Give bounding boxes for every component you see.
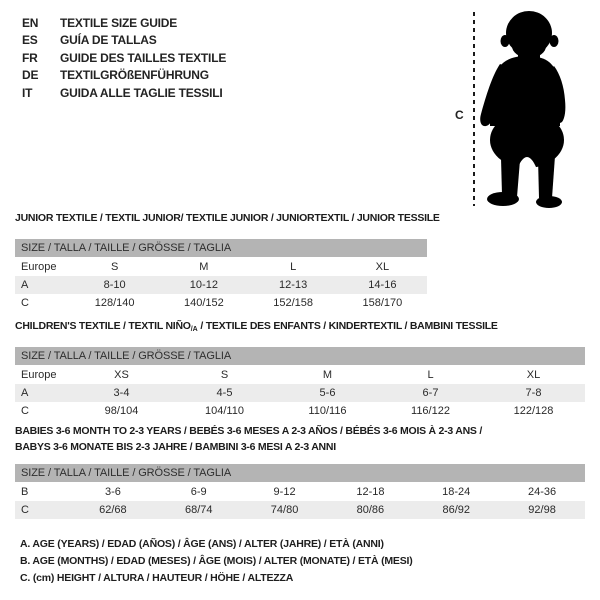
language-code: DE xyxy=(22,68,39,83)
language-code: EN xyxy=(22,16,39,30)
size-cell: 122/128 xyxy=(513,405,554,417)
row-label: A xyxy=(21,387,29,399)
table-row xyxy=(15,483,585,501)
guide-title-text: TEXTILE SIZE GUIDE xyxy=(60,16,178,30)
size-cell: 12-13 xyxy=(279,279,308,291)
size-cell: 98/104 xyxy=(104,405,139,417)
language-row xyxy=(22,85,226,102)
children-title-subscript: /A xyxy=(190,326,198,333)
table-row xyxy=(15,501,585,519)
size-cell: 3-6 xyxy=(104,486,121,498)
measurement-footnotes xyxy=(20,536,413,588)
babies-table-title xyxy=(15,423,585,455)
size-cell: XS xyxy=(114,369,129,381)
height-measure-label: C xyxy=(455,108,464,122)
size-cell: 12-18 xyxy=(356,486,385,498)
row-label: C xyxy=(21,297,29,309)
size-cell: 5-6 xyxy=(319,387,336,399)
children-title-pre: CHILDREN'S TEXTILE / TEXTIL NIÑO xyxy=(15,320,191,332)
size-cell: 92/98 xyxy=(528,504,556,516)
size-cell: 116/122 xyxy=(411,405,450,417)
language-title-list xyxy=(22,15,226,102)
size-cell: S xyxy=(220,369,229,381)
babies-title-line1: BABIES 3-6 MONTH TO 2-3 YEARS / BEBÉS 3-6 MESES A 2-3 AÑOS / BÉBÉS 3-6 MOIS À 2-3 ANS / xyxy=(15,425,483,437)
size-cell: S xyxy=(110,261,119,273)
size-cell: 158/170 xyxy=(362,297,403,309)
size-cell: 6-7 xyxy=(422,387,439,399)
row-label: Europe xyxy=(21,369,57,381)
size-header-bar: SIZE / TALLA / TAILLE / GRÖSSE / TAGLIA xyxy=(15,239,427,257)
size-header-bar: SIZE / TALLA / TAILLE / GRÖSSE / TAGLIA xyxy=(15,464,585,482)
children-size-table xyxy=(15,347,585,420)
size-cell: 6-9 xyxy=(190,486,207,498)
row-label: A xyxy=(21,279,29,291)
language-code: IT xyxy=(22,85,33,100)
size-cell: M xyxy=(322,369,333,381)
row-label: B xyxy=(21,486,29,498)
size-cell: XL xyxy=(375,261,390,273)
size-cell: 3-4 xyxy=(113,387,130,399)
footnote-age-months: B. AGE (MONTHS) / EDAD (MESES) / ÂGE (MOIS) / ALTER (MONATE) / ETÀ (MESI) xyxy=(20,555,413,568)
size-cell: 14-16 xyxy=(368,279,397,291)
junior-size-table xyxy=(15,239,427,312)
size-cell: L xyxy=(290,261,297,273)
size-cell: L xyxy=(427,369,434,381)
size-cell: 24-36 xyxy=(527,486,557,498)
size-cell: 7-8 xyxy=(525,387,542,399)
language-row xyxy=(22,67,226,84)
size-cell: 128/140 xyxy=(94,297,135,309)
guide-title-text: GUIDA ALLE TAGLIE TESSILI xyxy=(60,85,223,100)
size-cell: 140/152 xyxy=(183,297,224,309)
guide-title-text: TEXTILGRÖßENFÜHRUNG xyxy=(60,68,209,83)
size-cell: 10-12 xyxy=(189,279,218,291)
size-header-bar: SIZE / TALLA / TAILLE / GRÖSSE / TAGLIA xyxy=(15,347,585,365)
language-code: ES xyxy=(22,33,38,48)
footnote-age-years: A. AGE (YEARS) / EDAD (AÑOS) / ÂGE (ANS) / ALTER (JAHRE) / ETÀ (ANNI) xyxy=(20,538,384,550)
table-row xyxy=(15,294,427,312)
junior-table-title: JUNIOR TEXTILE / TEXTIL JUNIOR/ TEXTILE JUNIOR / JUNIORTEXTIL / JUNIOR TESSILE xyxy=(15,212,440,224)
language-row xyxy=(22,50,226,67)
children-table-title xyxy=(15,320,498,333)
table-row xyxy=(15,384,585,402)
size-cell: 68/74 xyxy=(184,504,213,516)
guide-title-text: GUIDE DES TAILLES TEXTILE xyxy=(60,50,227,65)
size-cell: 62/68 xyxy=(99,504,127,516)
size-cell: XL xyxy=(526,369,541,381)
table-row xyxy=(15,276,427,294)
children-title-post: / TEXTILE DES ENFANTS / KINDERTEXTIL / BAMBINI TESSILE xyxy=(197,320,498,332)
size-cell: 18-24 xyxy=(442,486,471,498)
language-code: FR xyxy=(22,50,38,65)
table-row xyxy=(15,366,585,384)
size-cell: 9-12 xyxy=(273,486,296,498)
toddler-silhouette-icon xyxy=(476,8,576,208)
size-cell: 4-5 xyxy=(216,387,233,399)
babies-size-table xyxy=(15,464,585,519)
table-row xyxy=(15,402,585,420)
size-cell: 8-10 xyxy=(103,279,126,291)
size-cell: 110/116 xyxy=(308,405,347,417)
height-measure-dashed-line xyxy=(473,12,475,206)
size-cell: 104/110 xyxy=(205,405,244,417)
size-cell: M xyxy=(199,261,209,273)
row-label: Europe xyxy=(21,261,57,273)
footnote-height-cm: C. (cm) HEIGHT / ALTURA / HAUTEUR / HÖHE / ALTEZZA xyxy=(20,572,294,585)
language-row xyxy=(22,32,226,49)
babies-title-line2: BABYS 3-6 MONATE BIS 2-3 JAHRE / BAMBINI 3-6 MESI A 2-3 ANNI xyxy=(15,441,336,453)
size-cell: 152/158 xyxy=(273,297,313,309)
guide-title-text: GUÍA DE TALLAS xyxy=(60,33,157,48)
size-cell: 74/80 xyxy=(270,504,299,516)
row-label: C xyxy=(21,405,29,417)
size-cell: 86/92 xyxy=(442,504,470,516)
language-row xyxy=(22,15,226,32)
table-row xyxy=(15,258,427,276)
row-label: C xyxy=(21,504,29,516)
size-cell: 80/86 xyxy=(356,504,385,516)
